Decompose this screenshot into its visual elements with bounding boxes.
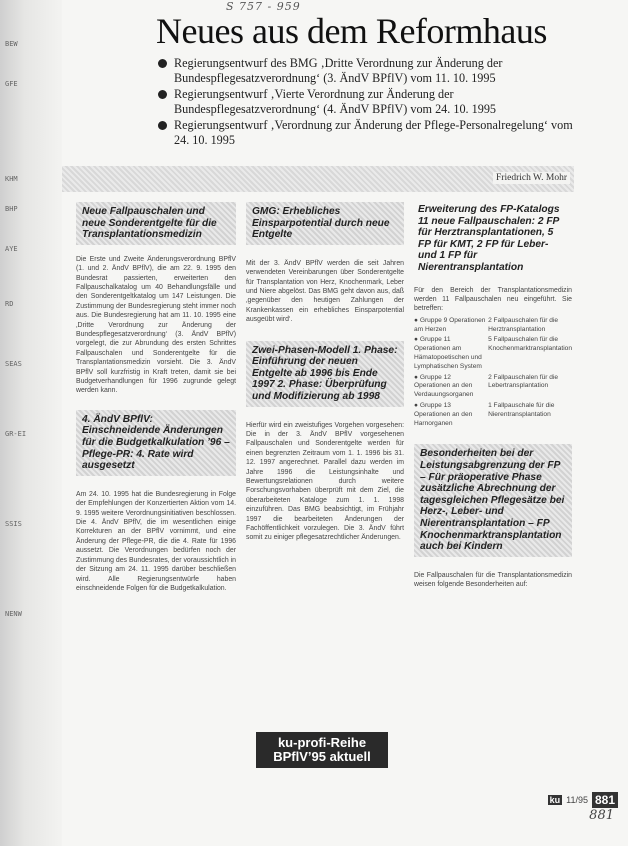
section-heading: Besonderheiten bei der Leistungsabgrenzung der FP – Für präoperative Phase zusätzliche Abrechnung der tagesgleichen Pflegesätze bei Herz-, Leber- und Nierentransplantation – FP Knochenmarktransplantation auch bei Kindern	[420, 448, 565, 553]
promo-line: ku-profi-Reihe	[277, 735, 367, 750]
body-text: Mit der 3. ÄndV BPflV werden die seit Jahren verwendeten Vereinbarungen über Sonderentgelte für Transplantation von Herz, Knochenmark, Leber und Niere abgelöst. Das BMG geht davon aus, daß ‚gegenüber den heutigen Zahlungen der Krankenkassen ein erhebliches Einsparpotential ausgeübt wird‘.	[246, 259, 404, 324]
page-number: 881	[592, 792, 618, 808]
table-cell: 2 Fallpauschalen für die Lebertransplantation	[488, 373, 559, 390]
page-footer	[548, 792, 618, 808]
column-1	[76, 202, 236, 593]
body-text: Hierfür wird ein zweistufiges Vorgehen vorgesehen: Die in der 3. ÄndV BPflV vorgesehenen Fallpauschalen und Sonderentgelte werden für einen begrenzten Zeitraum vom 1. 1. 1996 bis 31. 12. 1997 angerechnet. Parallel dazu werden im Jahre 1996 die Leistungsinhalte und Bewertungsrelationen durch weitere Forschungsvorhaben überprüft mit dem Ziel, die überarbeiteten Kataloge zum 1. 1. 1998 einzuführen. Das BMG beabsichtigt, im Frühjahr 1997 die bearbeiteten Änderungen der Fachöffentlichkeit vorzulegen. Die 3. ÄndV führt somit zu einiger pflegesatzrechtlicher Änderungen.	[246, 421, 404, 542]
bullet-item	[158, 87, 578, 118]
handwritten-page-number: 881	[589, 808, 614, 823]
margin-scrawl: BHP	[5, 205, 18, 213]
column-2	[246, 202, 404, 543]
margin-scrawl: SEAS	[5, 360, 22, 368]
section-heading-box	[246, 341, 404, 407]
table-cell: 1 Fallpauschale für die Nierentransplantation	[488, 401, 555, 418]
bullet-text: Regierungsentwurf ‚Vierte Verordnung zur Änderung der Bundespflegesatzverordnung‘ (4. ÄndV BPflV) vom 24. 10. 1995	[174, 86, 497, 117]
promo-box	[256, 732, 388, 768]
section-heading-plain	[414, 202, 572, 276]
table-row	[414, 402, 572, 430]
table-cell: 2 Fallpauschalen für die Herztransplantation	[488, 316, 559, 333]
table-cell: 5 Fallpauschalen für die Knochenmarktransplantation	[488, 336, 573, 353]
author: Friedrich W. Mohr	[493, 172, 570, 184]
fallpauschalen-table	[414, 317, 572, 431]
margin-scrawl: GR-EI	[5, 430, 27, 438]
margin-scrawl: GFE	[5, 80, 18, 88]
body-text: Die Fallpauschalen für die Transplantationsmedizin weisen folgende Besonderheiten auf:	[414, 571, 572, 589]
bullet-icon	[158, 59, 167, 68]
body-text: Am 24. 10. 1995 hat die Bundesregierung in Folge der Empfehlungen der Konzertierten Aktion vom 14. 9. 1995 weitere Verordnungsinitiativen beschlossen. Die 4. ÄndV BPflV, die im wesentlichen einige Korrekturen an der BPflV vornimmt, und eine Änderung der Pflege-PR, die die 4. Rate für 1996 aussetzt. Die Verordnungen bedürfen noch der Zustimmung des Bundesrates, der voraussichtlich in der Sitzung am 24. 11. 1995 darüber beschließen wird. Alle Regierungsentwürfe haben einschneidende Folgen für die Budgetkalkulation.	[76, 490, 236, 592]
column-3	[414, 202, 572, 590]
margin-scrawl: SSIS	[5, 520, 22, 528]
page-title: Neues aus dem Reformhaus	[156, 11, 547, 51]
section-heading: GMG: Erhebliches Einsparpotential durch neue Entgelte	[252, 206, 390, 241]
promo-line: BPflV’95 aktuell	[273, 749, 371, 764]
section-heading: Erweiterung des FP-Katalogs 11 neue Fallpauschalen: 2 FP für Herztransplantationen, 5 FP für KMT, 2 FP für Leber- und 1 FP für Nierentransplantation	[418, 204, 560, 273]
bullet-icon	[158, 121, 167, 130]
margin-scrawl: BEW	[5, 40, 18, 48]
section-heading: Neue Fallpauschalen und neue Sonderentgelte für die Transplantationsmedizin	[82, 206, 217, 241]
bullet-text: Regierungsentwurf des BMG ‚Dritte Verordnung zur Änderung der Bundespflegesatzverordnung‘ (3. ÄndV BPflV) vom 11. 10. 1995	[174, 56, 503, 86]
section-heading: Zwei-Phasen-Modell 1. Phase: Einführung der neuen Entgelte ab 1996 bis Ende 1997 2. Phase: Überprüfung und Modifizierung ab 1998	[252, 344, 398, 402]
margin-scrawl: AYE	[5, 245, 18, 253]
issue-number: 11/95	[566, 795, 588, 805]
section-heading-box	[76, 202, 236, 245]
binding-margin	[0, 0, 62, 846]
section-heading: 4. ÄndV BPflV: Einschneidende Änderungen für die Budgetkalkulation ’96 – Pflege-PR: 4. Rate wird ausgesetzt	[82, 413, 230, 472]
magazine-logo: ku	[549, 795, 561, 805]
bullet-text: Regierungsentwurf ‚Verordnung zur Änderung der Pflege-Personalregelung‘ vom 24. 10. 1995	[174, 117, 573, 148]
table-cell: ● Gruppe 13 Operationen an den Harnorganen	[414, 401, 473, 427]
bullet-list	[158, 56, 578, 148]
table-row	[414, 336, 572, 373]
bullet-item	[158, 56, 578, 87]
body-text: Für den Bereich der Transplantationsmedizin werden 11 Fallpauschalen neu eingeführt. Sie betreffen:	[414, 286, 572, 313]
table-cell: ● Gruppe 11 Operationen am Hämatopoetischen und Lymphatischen System	[414, 336, 482, 370]
margin-scrawl: KHM	[5, 175, 18, 183]
table-row	[414, 374, 572, 402]
table-cell: ● Gruppe 9 Operationen am Herzen	[414, 316, 486, 333]
table-row	[414, 317, 572, 337]
margin-scrawl: RD	[5, 300, 14, 308]
section-heading-box	[246, 202, 404, 245]
body-text: Die Erste und Zweite Änderungsverordnung BPflV (1. und 2. ÄndV BPflV), die am 22. 9. 1995 den Bundesrat passierten, erweiterten den Fallpauschalkatalog um 40 Behandlungsfälle und den Sonderentgeltkatalog um 147 Leistungen. Die Zustimmung der Bundesregierung steht immer noch aus. Die Bundesregierung hat am 11. 10. 1995 eine ‚Dritte Verordnung zur Änderung der Bundespflegesatzverordnung‘ (3. ÄndV BPflV) vorgelegt, die zur Abrundung des ersten Schrittes Fallpauschalen und Sonderentgelte für die Transplantationsmedizin vorsieht. Die 3. ÄndV BPflV soll kurzfristig in Kraft treten, damit sie bei Budgetverhandlungen für 1996 zugrunde gelegt werden kann.	[76, 255, 236, 395]
bullet-icon	[158, 90, 167, 99]
margin-scrawl: NENW	[5, 610, 22, 618]
table-cell: ● Gruppe 12 Operationen an den Verdauungsorganen	[414, 373, 474, 399]
section-heading-box	[76, 410, 236, 476]
handwritten-note: S 757 - 959	[226, 0, 301, 13]
section-heading-box	[414, 444, 572, 556]
bullet-item	[158, 118, 578, 149]
